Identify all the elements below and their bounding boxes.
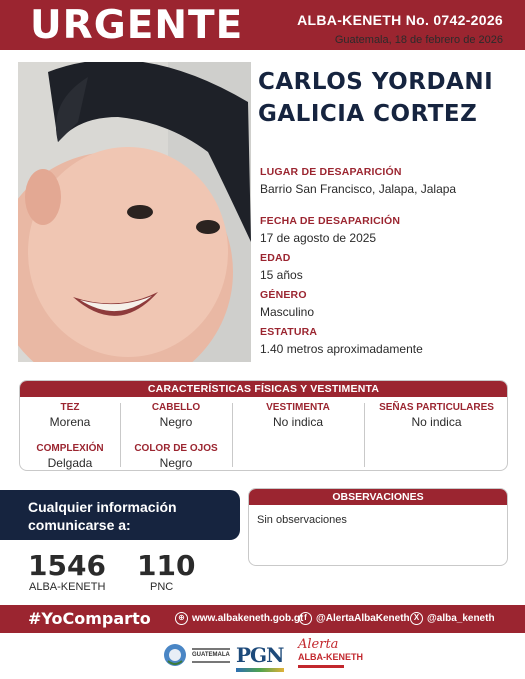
guatemala-text: GUATEMALA	[192, 651, 230, 658]
genero-value: Masculino	[260, 305, 315, 319]
cabello-value: Negro	[159, 415, 193, 429]
name-line-2: GALICIA CORTEZ	[258, 101, 478, 127]
logos-row	[0, 637, 525, 677]
complexion-cell	[20, 443, 120, 470]
estatura-field	[260, 326, 520, 356]
x-text: @alba_keneth	[427, 613, 495, 624]
characteristics-title: CARACTERÍSTICAS FÍSICAS Y VESTIMENTA	[20, 381, 507, 397]
phone-label-pnc: PNC	[150, 581, 174, 593]
facebook-icon: f	[299, 612, 312, 625]
website-link[interactable]	[175, 612, 303, 625]
vestimenta-cell	[232, 402, 364, 429]
observations-title: OBSERVACIONES	[249, 489, 507, 505]
seal-rule	[192, 661, 230, 663]
facebook-link[interactable]	[299, 612, 410, 625]
ojos-cell	[120, 443, 232, 470]
lugar-label: LUGAR DE DESAPARICIÓN	[260, 166, 402, 178]
senas-label: SEÑAS PARTICULARES	[379, 402, 494, 413]
globe-icon: ⊕	[175, 612, 188, 625]
ojos-value: Negro	[159, 456, 193, 470]
tez-label: TEZ	[60, 402, 80, 413]
alerta-logo	[298, 639, 363, 668]
seal-rule	[192, 648, 230, 650]
cabello-label: CABELLO	[151, 402, 201, 413]
genero-label: GÉNERO	[260, 289, 307, 301]
fecha-value: 17 de agosto de 2025	[260, 231, 377, 245]
observations-text: Sin observaciones	[257, 514, 347, 526]
facebook-text: @AlertaAlbaKeneth	[316, 613, 410, 624]
lugar-value: Barrio San Francisco, Jalapa, Jalapa	[260, 182, 457, 196]
senas-cell	[364, 402, 508, 429]
name-line-1: CARLOS YORDANI	[258, 69, 494, 95]
fecha-field	[260, 215, 520, 245]
person-photo	[18, 62, 251, 362]
cabello-cell	[120, 402, 232, 429]
phone-label-alba: ALBA-KENETH	[29, 581, 106, 593]
date-line: Guatemala, 18 de febrero de 2026	[334, 34, 503, 46]
contact-line-1: Cualquier información	[28, 499, 177, 515]
phone-number-alba: 1546	[28, 549, 106, 582]
guatemala-seal-icon	[162, 641, 188, 669]
contact-line-2: comunicarse a:	[28, 517, 131, 533]
hashtag: #YoComparto	[28, 609, 151, 628]
genero-field	[260, 289, 520, 319]
senas-value: No indica	[411, 415, 462, 429]
person-name	[258, 66, 513, 130]
urgent-title: URGENTE	[30, 3, 244, 48]
tez-value: Morena	[49, 415, 91, 429]
phone-number-pnc: 110	[137, 549, 196, 582]
x-link[interactable]	[410, 612, 495, 625]
complexion-label: COMPLEXIÓN	[36, 443, 104, 454]
pgn-text: PGN	[236, 643, 284, 667]
pgn-stripe	[236, 668, 284, 672]
ojos-label: COLOR DE OJOS	[134, 443, 218, 454]
pgn-logo	[236, 643, 284, 672]
fecha-label: FECHA DE DESAPARICIÓN	[260, 215, 401, 227]
footer-bar	[0, 605, 525, 633]
edad-label: EDAD	[260, 252, 291, 264]
lugar-field	[260, 166, 520, 196]
estatura-value: 1.40 metros aproximadamente	[260, 342, 423, 356]
guatemala-logo	[162, 641, 230, 669]
tez-cell	[20, 402, 120, 429]
website-text: www.albakeneth.gob.gt	[192, 613, 304, 624]
edad-value: 15 años	[260, 268, 303, 282]
vestimenta-value: No indica	[272, 415, 324, 429]
alert-number: ALBA-KENETH No. 0742-2026	[297, 12, 503, 28]
observations-box	[248, 488, 508, 566]
estatura-label: ESTATURA	[260, 326, 318, 338]
complexion-value: Delgada	[47, 456, 93, 470]
vestimenta-label: VESTIMENTA	[266, 402, 330, 413]
x-icon: X	[410, 612, 423, 625]
alerta-underline	[298, 665, 344, 668]
characteristics-box	[19, 380, 508, 471]
alerta-script: Alerta	[298, 637, 339, 652]
contact-banner	[0, 490, 240, 540]
edad-field	[260, 252, 520, 282]
alerta-name: ALBA-KENETH	[298, 652, 363, 662]
